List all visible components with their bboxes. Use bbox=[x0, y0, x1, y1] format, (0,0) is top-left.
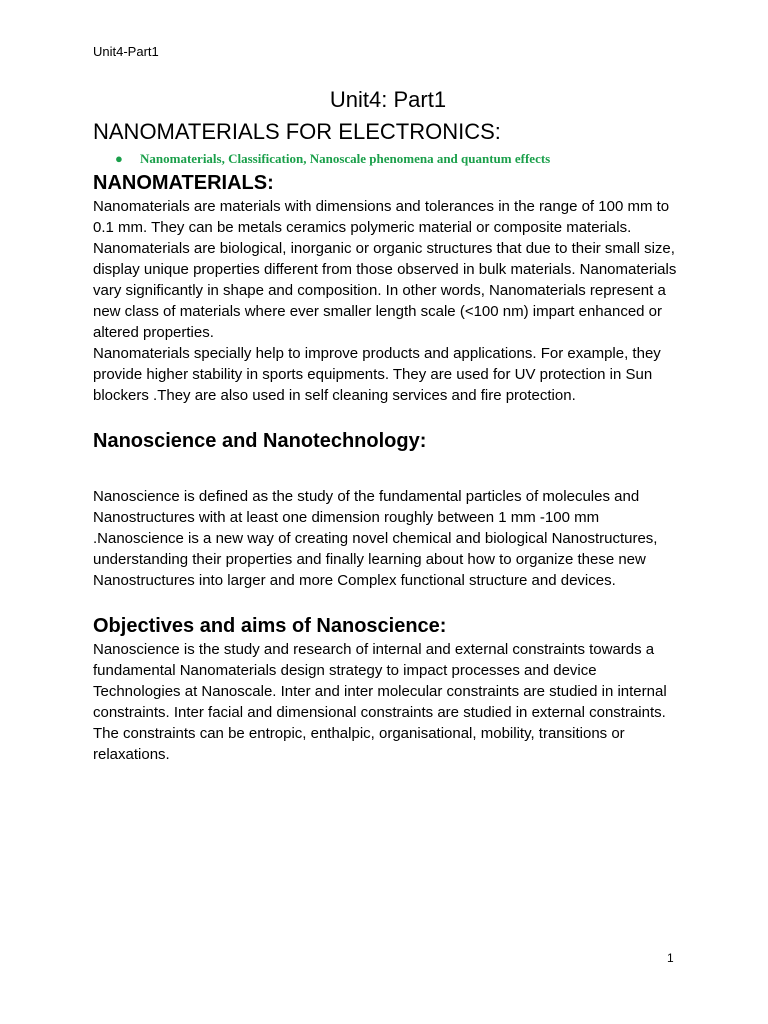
topic-list bbox=[93, 150, 683, 168]
running-header: Unit4-Part1 bbox=[93, 44, 159, 59]
topic-text: Nanomaterials, Classification, Nanoscale phenomena and quantum effects bbox=[140, 151, 551, 166]
section-heading-objectives: Objectives and aims of Nanoscience: bbox=[93, 615, 447, 637]
paragraph: Nanoscience is the study and research of internal and external constraints towards a fundamental Nanomaterials design strategy to impact processes and device Technologies at Nanoscale. Inter and inter molecular constraints are studied in internal constraints. Inter facial and dimensional constraints are studied in external constraints. The constraints can be entropic, enthalpic, organisational, mobility, transitions or relaxations. bbox=[93, 641, 667, 763]
document-body bbox=[93, 86, 683, 765]
section-heading-nanoscience-nanotechnology: Nanoscience and Nanotechnology: bbox=[93, 430, 427, 452]
section-heading-nanomaterials: NANOMATERIALS: bbox=[93, 172, 274, 194]
paragraph: Nanomaterials specially help to improve products and applications. For example, they provide higher stability in sports equipments. They are used for UV protection in Sun blockers .They are also used in self cleaning services and fire protection. bbox=[93, 345, 661, 404]
page-number: 1 bbox=[667, 951, 674, 965]
main-title: NANOMATERIALS FOR ELECTRONICS: bbox=[93, 119, 501, 144]
topic-item bbox=[93, 150, 683, 168]
bullet-icon: ● bbox=[115, 151, 123, 166]
paragraph: Nanoscience is defined as the study of the fundamental particles of molecules and Nanostructures with at least one dimension roughly between 1 mm -100 mm .Nanoscience is a new way of creating novel chemical and biological Nanostructures, understanding their properties and finally learning about how to organize these new Nanostructures into larger and more Complex functional structure and devices. bbox=[93, 488, 658, 589]
paragraph: Nanomaterials are biological, inorganic or organic structures that due to their small size, display unique properties different from those observed in bulk materials. Nanomaterials vary significantly in shape and composition. In other words, Nanomaterials represent a new class of materials where ever smaller length scale (<100 nm) impart enhanced or altered properties. bbox=[93, 240, 677, 341]
unit-title: Unit4: Part1 bbox=[329, 87, 447, 112]
paragraph: Nanomaterials are materials with dimensions and tolerances in the range of 100 mm to 0.1 mm. They can be metals ceramics polymeric material or composite materials. bbox=[93, 198, 670, 236]
